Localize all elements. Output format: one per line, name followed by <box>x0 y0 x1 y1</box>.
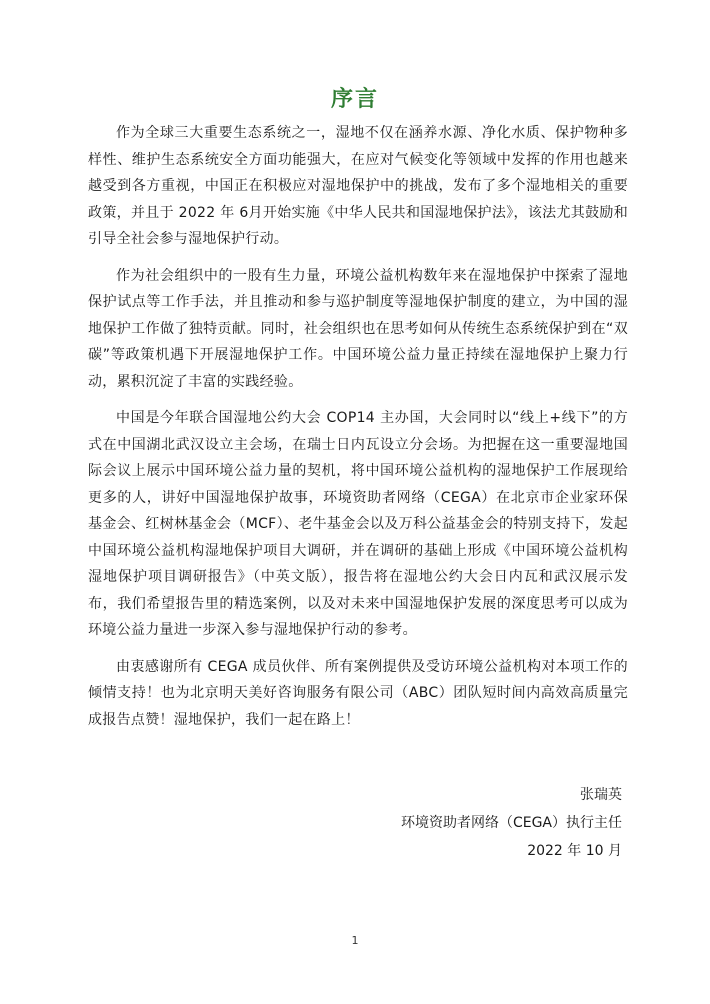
paragraph-1: 作为全球三大重要生态系统之一，湿地不仅在涵养水源、净化水质、保护物种多样性、维护生态系统安全方面功能强大，在应对气候变化等领域中发挥的作用也越来越受到各方重视，中国正在积极应对湿地保护中的挑战，发布了多个湿地相关的重要政策，并且于 2022 年 6月开始实施《中华人民共和国湿地保护法》，该法尤其鼓励和引导全社会参与湿地保护行动。 <box>88 125 628 247</box>
preface-body <box>88 120 628 743</box>
page-number: 1 <box>351 934 359 947</box>
paragraph-4: 由衷感谢所有 CEGA 成员伙伴、所有案例提供及受访环境公益机构对本项工作的倾情支持！也为北京明天美好咨询服务有限公司（ABC）团队短时间内高效高质量完成报告点赞！湿地保护，我们一起在路上！ <box>88 658 628 728</box>
signature-organization: 环境资助者网络（CEGA）执行主任 <box>400 815 622 831</box>
page-title: 序言 <box>330 87 379 112</box>
signature-date: 2022 年 10 月 <box>527 843 622 859</box>
signature-name: 张瑞英 <box>580 787 622 803</box>
paragraph-2: 作为社会组织中的一股有生力量，环境公益机构数年来在湿地保护中探索了湿地保护试点等工作手法，并且推动和参与巡护制度等湿地保护制度的建立，为中国的湿地保护工作做了独特贡献。同时，社会组织也在思考如何从传统生态系统保护到在“双碳”等政策机遇下开展湿地保护工作。中国环境公益力量正持续在湿地保护上聚力行动，累积沉淀了丰富的实践经验。 <box>88 267 628 390</box>
paragraph-3: 中国是今年联合国湿地公约大会 COP14 主办国，大会同时以“线上+线下”的方式在中国湖北武汉设立主会场，在瑞士日内瓦设立分会场。为把握在这一重要湿地国际会议上展示中国环境公益力量的契机，将中国环境公益机构的湿地保护工作展现给更多的人，讲好中国湿地保护故事，环境资助者网络（CEGA）在北京市企业家环保基金会、红树林基金会（MCF）、老牛基金会以及万科公益基金会的特别支持下，发起中国环境公益机构湿地保护项目大调研，并在调研的基础上形成《中国环境公益机构湿地保护项目调研报告》（中英文版），报告将在湿地公约大会日内瓦和武汉展示发布，我们希望报告里的精选案例，以及对未来中国湿地保护发展的深度思考可以成为环境公益力量进一步深入参与湿地保护行动的参考。 <box>88 410 628 638</box>
